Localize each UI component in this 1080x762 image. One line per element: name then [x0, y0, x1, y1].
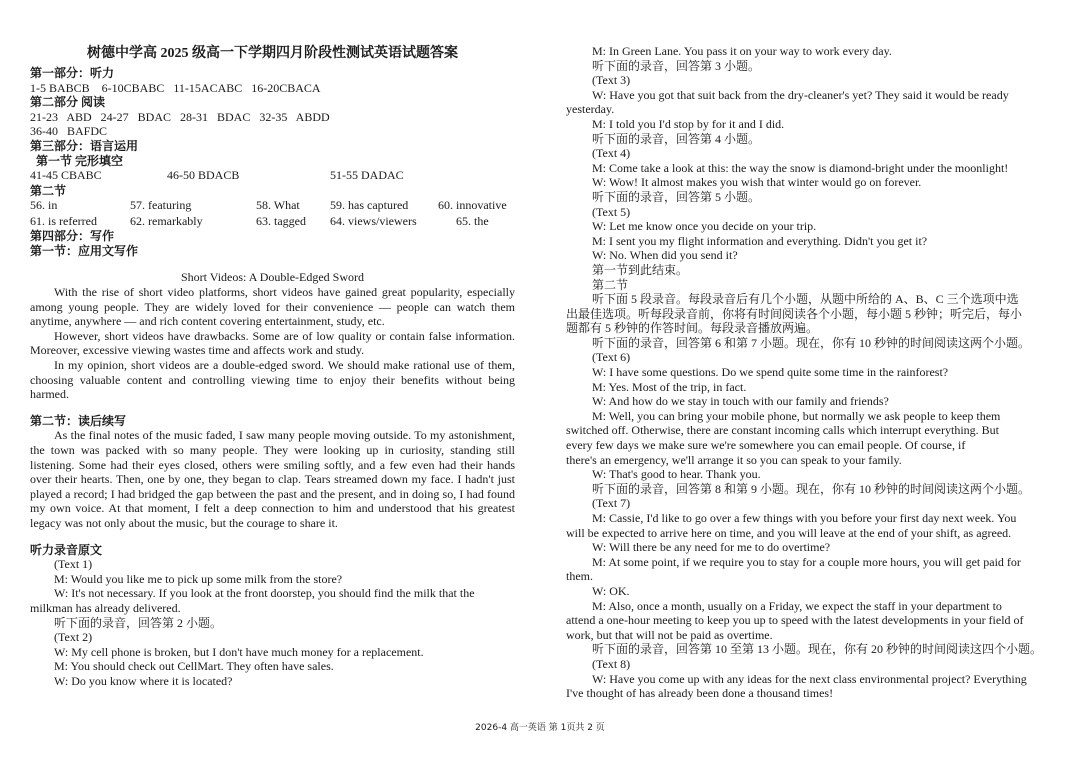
transcript-line: (Text 4) — [592, 146, 631, 161]
fill-answer: 56. in — [30, 198, 58, 213]
essay-paragraph: In my opinion, short videos are a double-edged sword. We should make rational use of them, choosing valuable content and controlling viewing time to enjoy their benefits without being harmed. — [30, 358, 515, 402]
transcript-line: W: OK. — [592, 583, 630, 598]
transcript-line: M: Well, you can bring your mobile phone, but normally we ask people to keep them — [592, 408, 1001, 423]
transcript-line: there's an emergency, we'll arrange it so you can speak to your family. — [566, 452, 902, 467]
transcript-line: M: I told you I'd stop by for it and I did. — [592, 116, 785, 131]
cloze-heading: 第一节 完形填空 — [36, 153, 124, 168]
transcript-line: W: Do you know where it is located? — [54, 673, 233, 688]
essay-paragraph: With the rise of short video platforms, short videos have gained great popularity, especially among young people. They are widely loved for their convenience — people can watch them anytime, anywhere — and rich content covering entertainment, study, etc. — [30, 285, 515, 329]
transcript-line: (Text 1) — [54, 557, 93, 572]
transcript-line: (Text 8) — [592, 656, 631, 671]
cloze-answer: 41-45 CBABC — [30, 168, 102, 183]
fill-answers-row1 — [30, 198, 515, 214]
transcript-heading: 听力录音原文 — [30, 542, 103, 557]
transcript-line: 第二节 — [592, 277, 629, 292]
transcript-line: yesterday. — [566, 102, 615, 117]
transcript-line: W: No. When did you send it? — [592, 248, 738, 263]
transcript-line: W: Will there be any need for me to do overtime? — [592, 540, 831, 555]
fill-heading: 第二节 — [30, 183, 67, 198]
transcript-line: M: Come take a look at this: the way the snow is diamond-bright under the moonlight! — [592, 160, 1009, 175]
transcript-line: (Text 2) — [54, 630, 93, 645]
transcript-line: 听下面的录音，回答第 10 至第 13 小题。现在，你有 20 秒钟的时间阅读这四个小题。 — [592, 642, 1043, 657]
transcript-line: 听下面的录音，回答第 2 小题。 — [54, 615, 223, 630]
transcript-line: (Text 3) — [592, 73, 631, 88]
transcript-right — [566, 44, 1052, 701]
transcript-line: switched off. Otherwise, there are constant incoming calls which interrupt everything. But — [566, 423, 999, 438]
transcript-line: W: That's good to hear. Thank you. — [592, 467, 761, 482]
part3-heading: 第三部分：语言运用 — [30, 138, 139, 153]
transcript-line: (Text 6) — [592, 350, 631, 365]
transcript-line: M: In Green Lane. You pass it on your way to work every day. — [592, 44, 892, 58]
writing-sec1-heading: 第一节：应用文写作 — [30, 243, 139, 258]
continuation-paragraph: As the final notes of the music faded, I saw many people moving outside. To my astonishment, the town was packed with so many people. They were looking up in curiosity, standing still listening. Some had their eyes closed, others were smiling softly, and a few even had their hands over their hearts. Then, one by one, they began to clap. Tears streamed down my face. I hadn't just played a record; I had bridged the gap between the past and the present, and in doing so, I had found my own voice. At that moment, I felt a deep connection to him and understood that his greatest legacy was not only about the music, but the courage to share it. — [30, 428, 515, 530]
transcript-line: W: Have you come up with any ideas for the next class environmental project? Everything — [592, 671, 1027, 686]
transcript-line: 出最佳选项。听每段录音前，你将有时间阅读各个小题，每小题 5 秒钟；听完后，每小 — [566, 306, 1023, 321]
transcript-line: M: Cassie, I'd like to go over a few things with you before your first day next week. You — [592, 511, 1017, 525]
transcript-left — [30, 557, 515, 688]
transcript-line: 听下面的录音，回答第 8 和第 9 小题。现在，你有 10 秒钟的时间阅读这两个小题。 — [592, 481, 1031, 496]
transcript-line: work, but that will not be paid as overtime. — [566, 627, 773, 642]
right-column — [566, 44, 1052, 701]
transcript-line: M: Yes. Most of the trip, in fact. — [592, 379, 747, 394]
transcript-line: W: Have you got that suit back from the dry-cleaner's yet? They said it would be ready — [592, 87, 1009, 102]
part4-heading: 第四部分：写作 — [30, 229, 115, 244]
part2-heading: 第二部分 阅读 — [30, 95, 106, 110]
transcript-line: 题都有 5 秒钟的作答时间。每段录音播放两遍。 — [566, 321, 819, 336]
transcript-line: will be expected to arrive here on time, and you will leave at the end of your shift, as agreed. — [566, 525, 1012, 540]
transcript-line: 听下面的录音，回答第 3 小题。 — [592, 58, 761, 73]
fill-answer: 58. What — [256, 198, 300, 213]
transcript-line: 听下面的录音，回答第 5 小题。 — [592, 189, 761, 204]
transcript-line: W: And how do we stay in touch with our family and friends? — [592, 394, 889, 409]
essay-title: Short Videos: A Double-Edged Sword — [180, 270, 365, 285]
part1-heading: 第一部分：听力 — [30, 66, 115, 80]
cloze-answer: 46-50 BDACB — [167, 168, 240, 183]
transcript-line: M: At some point, if we require you to stay for a couple more hours, you will get paid for — [592, 554, 1021, 569]
transcript-line: them. — [566, 569, 593, 584]
transcript-line: 听下面的录音，回答第 4 小题。 — [592, 131, 761, 146]
transcript-line: M: You should check out CellMart. They often have sales. — [54, 659, 334, 674]
fill-answer: 57. featuring — [130, 198, 192, 213]
fill-answer: 63. tagged — [256, 213, 306, 228]
essay-body — [30, 285, 515, 402]
transcript-line: W: My cell phone is broken, but I don't have much money for a replacement. — [54, 644, 424, 659]
fill-answers-row2 — [30, 214, 515, 230]
fill-answer: 60. innovative — [438, 198, 507, 213]
page-title: 树德中学高 2025 级高一下学期四月阶段性测试英语试题答案 — [87, 46, 458, 61]
transcript-line: milkman has already delivered. — [30, 600, 181, 615]
transcript-line: W: I have some questions. Do we spend quite some time in the rainforest? — [592, 365, 949, 380]
fill-answer: 61. is referred — [30, 213, 97, 228]
fill-answer: 65. the — [456, 213, 489, 228]
page-footer: 2026-4 高一英语 第 1页共 2 页 — [475, 723, 605, 733]
continuation-heading: 第二节：读后续写 — [30, 413, 127, 428]
continuation-body — [30, 428, 515, 530]
transcript-line: attend a one-hour meeting to keep you up to speed with the latest developments in your field of — [566, 613, 1024, 628]
transcript-line: (Text 7) — [592, 496, 631, 511]
fill-answer: 59. has captured — [330, 198, 409, 213]
transcript-line: (Text 5) — [592, 204, 631, 219]
fill-answer: 62. remarkably — [130, 213, 203, 228]
part2-answers-row2: 36-40 BAFDC — [30, 124, 108, 139]
part1-answers: 1-5 BABCB 6-10CBABC 11-15ACABC 16-20CBACA — [30, 80, 321, 95]
transcript-line: M: I sent you my flight information and everything. Didn't you get it? — [592, 233, 928, 248]
essay-paragraph: However, short videos have drawbacks. Some are of low quality or contain false information. Moreover, excessive viewing wastes time and affects work and study. — [30, 328, 515, 358]
transcript-line: 听下面 5 段录音。每段录音后有几个小题，从题中所给的 A、B、C 三个选项中选 — [592, 292, 1019, 307]
transcript-line: every few days we make sure we're somewhere you can email people. Of course, if — [566, 438, 966, 453]
cloze-answer: 51-55 DADAC — [330, 168, 404, 183]
transcript-line: W: It's not necessary. If you look at the front doorstep, you should find the milk that the — [54, 586, 475, 601]
transcript-line: 第一节到此结束。 — [592, 262, 689, 277]
transcript-line: M: Would you like me to pick up some milk from the store? — [54, 571, 343, 586]
part2-answers-row1: 21-23 ABD 24-27 BDAC 28-31 BDAC 32-35 ABDD — [30, 109, 330, 124]
cloze-answers — [30, 168, 515, 184]
transcript-line: M: Also, once a month, usually on a Friday, we expect the staff in your department to — [592, 598, 1002, 613]
transcript-line: 听下面的录音，回答第 6 和第 7 小题。现在，你有 10 秒钟的时间阅读这两个小题。 — [592, 335, 1031, 350]
transcript-line: W: Let me know once you decide on your trip. — [592, 219, 817, 234]
transcript-line: W: Wow! It almost makes you wish that winter would go on forever. — [592, 175, 922, 190]
left-column — [30, 66, 515, 688]
fill-answer: 64. views/viewers — [330, 213, 417, 228]
transcript-line: I've thought of has already been done a thousand times! — [566, 686, 834, 701]
